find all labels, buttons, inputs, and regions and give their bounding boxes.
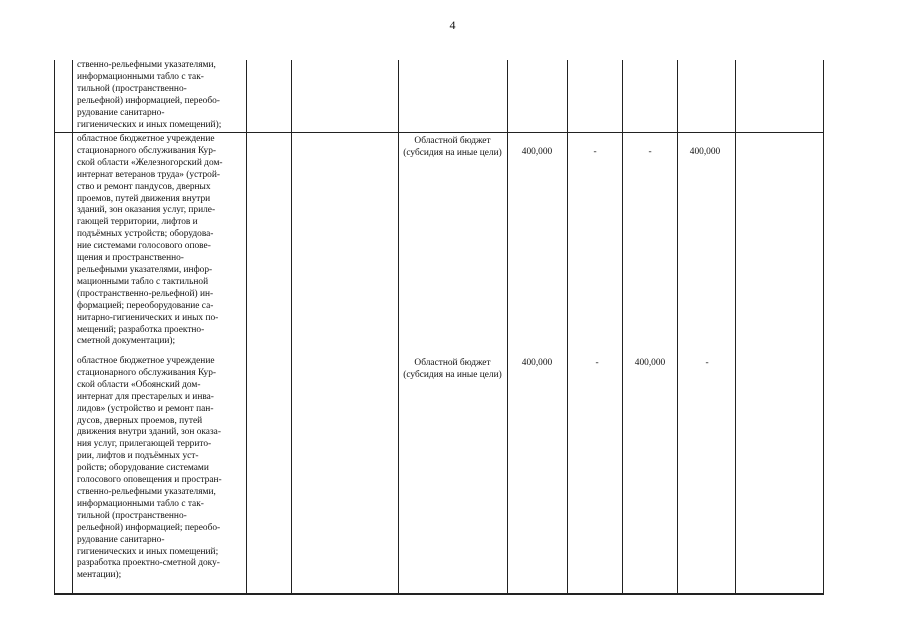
description-line: дусов, дверных проемов, путей — [77, 415, 203, 426]
description-line: нитарно-гигиенических и иных по- — [77, 312, 219, 323]
description-line: ской области «Железногорский дом- — [77, 157, 223, 168]
description-line: стационарного обслуживания Кур- — [77, 367, 217, 378]
year2-value: 400,000 — [634, 358, 666, 368]
funding-source: Областной бюджет (субсидия на иные цели) — [403, 136, 502, 158]
col-border — [677, 60, 678, 594]
description-line: мещений; разработка проектно- — [77, 324, 205, 335]
col-border — [823, 60, 824, 594]
description-line: голосового оповещения и простран- — [77, 475, 222, 486]
year2-value: - — [648, 147, 652, 157]
table-row — [77, 356, 242, 582]
description-line: тильной (пространственно- — [77, 510, 187, 521]
description-line: движения внутри зданий, зон оказа- — [77, 427, 221, 438]
col-border — [54, 60, 55, 594]
description-line: зданий, зон оказания услуг, приле- — [77, 205, 216, 216]
description-line: щения и пространственно- — [77, 253, 184, 264]
description-line: гигиенических и иных помещений); — [77, 119, 222, 130]
description-line: гающей территории, лифтов и — [77, 217, 198, 228]
description-line: ство и ремонт пандусов, дверных — [77, 181, 211, 192]
col-border — [246, 60, 247, 594]
description-line: разработка проектно-сметной доку- — [77, 558, 220, 569]
description-line: ние системами голосового опове- — [77, 241, 211, 252]
col-border — [622, 60, 623, 594]
description-line: гигиенических и иных помещений; — [77, 546, 219, 557]
description-line: лидов» (устройство и ремонт пан- — [77, 403, 214, 414]
col-border — [735, 60, 736, 594]
description-line: рельефными указателями, инфор- — [77, 264, 213, 275]
year1-value: - — [593, 147, 597, 157]
description-line: рельефной) информацией; переобо- — [77, 522, 221, 533]
description-line: проемов, путей движения внутри — [77, 193, 211, 204]
col-border — [507, 60, 508, 594]
year3-value: 400,000 — [689, 147, 721, 157]
col-border — [398, 60, 399, 594]
description-line: интернат ветеранов труда» (устрой- — [77, 169, 220, 180]
description-line: рии, лифтов и подъёмных уст- — [77, 451, 199, 462]
table-row — [77, 60, 242, 131]
total-value: 400,000 — [521, 358, 553, 368]
description-line: интернат для престарелых и инва- — [77, 391, 214, 402]
description-line: ственно-рельефными указателями, — [77, 486, 216, 497]
description-line: сметной документации); — [77, 336, 176, 347]
total-value: 400,000 — [521, 147, 553, 157]
description-line: подъёмных устройств; оборудова- — [77, 229, 214, 240]
description-line: областное бюджетное учреждение — [77, 356, 215, 366]
description-line: информационными табло с так- — [77, 498, 204, 509]
col-border — [72, 60, 73, 594]
description-line: ской области «Обоянский дом- — [77, 379, 201, 390]
row-border — [54, 132, 824, 133]
description-line: тильной (пространственно- — [77, 83, 187, 94]
description-line: областное бюджетное учреждение — [77, 134, 215, 144]
description-line: информационными табло с так- — [77, 71, 204, 82]
description-line: формацией; переоборудование са- — [77, 300, 214, 311]
description-line: рельефной) информацией, переобо- — [77, 95, 220, 106]
description-line: ственно-рельефными указателями, — [77, 60, 216, 70]
row-border — [54, 593, 824, 595]
funding-source: Областной бюджет (субсидия на иные цели) — [403, 358, 502, 380]
description-line: (пространственно-рельефной) ин- — [77, 288, 214, 299]
description-line: стационарного обслуживания Кур- — [77, 145, 217, 156]
description-line: мационными табло с тактильной — [77, 276, 209, 287]
col-border — [567, 60, 568, 594]
col-border — [291, 60, 292, 594]
description-line: ройств; оборудование системами — [77, 463, 209, 474]
description-line: ментации); — [77, 570, 122, 581]
description-line: ния услуг, прилегающей террито- — [77, 439, 212, 450]
description-line: рудование санитарно- — [77, 107, 165, 118]
description-line: рудование санитарно- — [77, 534, 165, 545]
year3-value: - — [705, 358, 709, 368]
table-row — [77, 134, 242, 348]
year1-value: - — [595, 358, 599, 368]
page-number: 4 — [449, 18, 456, 32]
